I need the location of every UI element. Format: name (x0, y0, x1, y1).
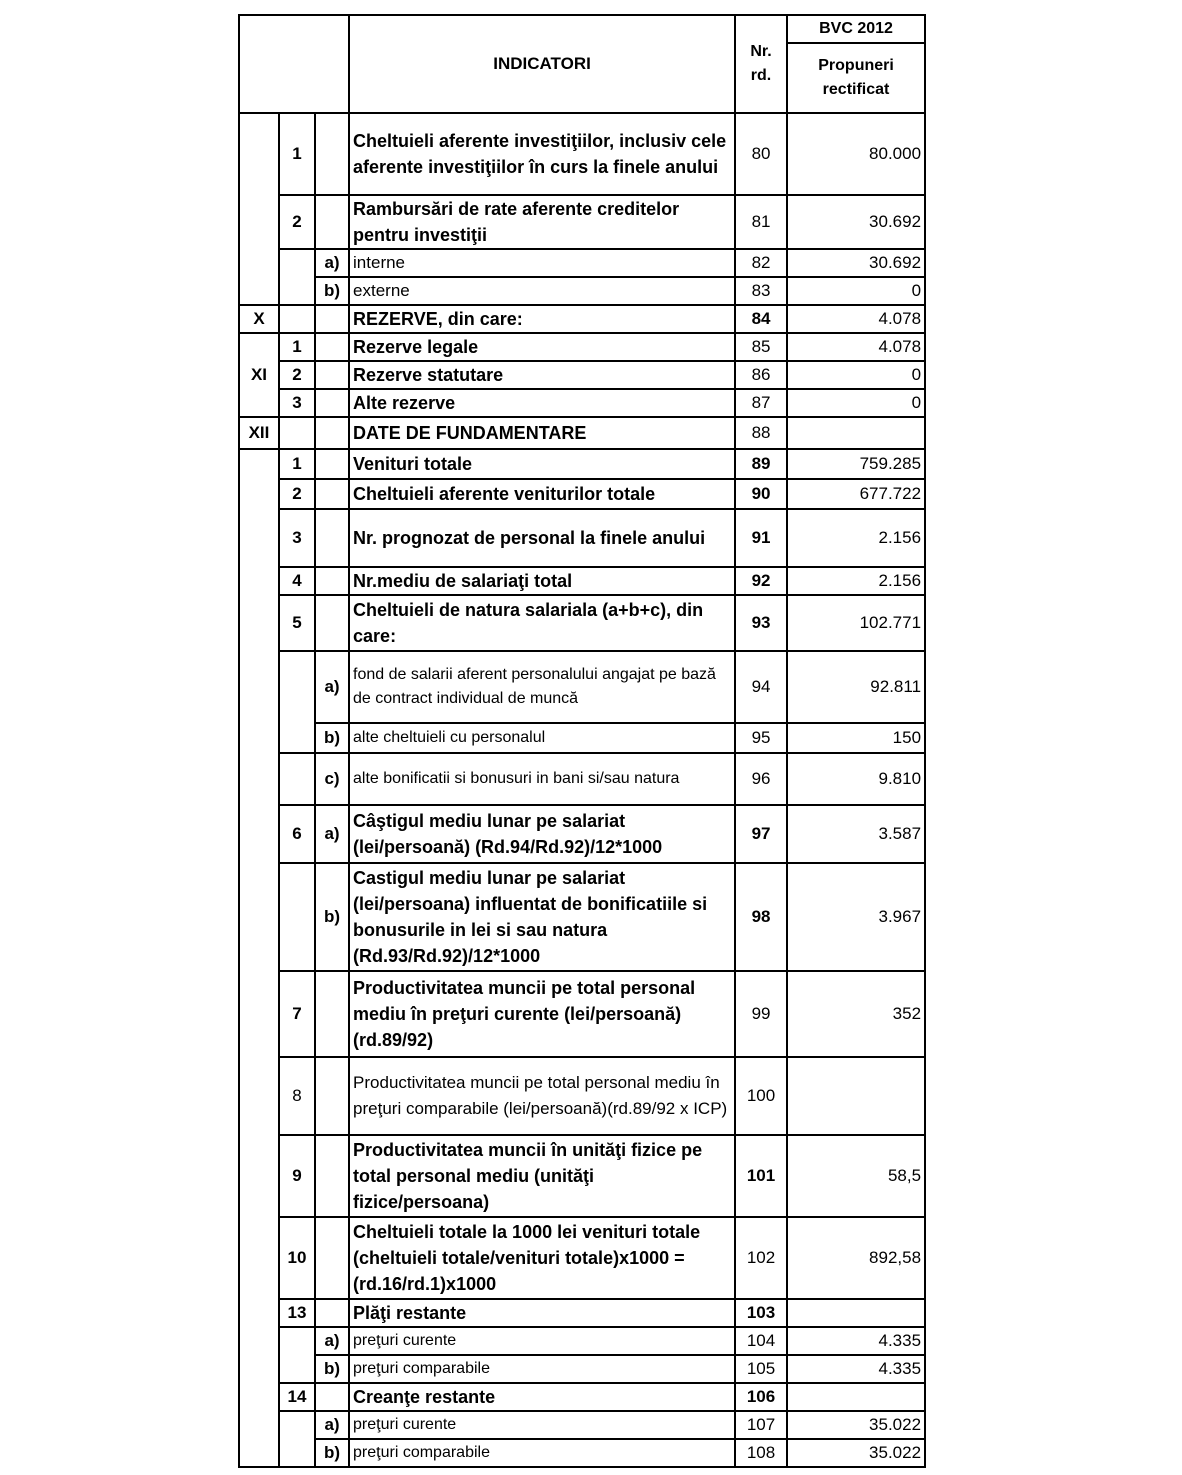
row-number (279, 753, 315, 805)
row-indicator: Nr. prognozat de personal la finele anului (349, 509, 735, 567)
row-nr: 101 (735, 1135, 787, 1217)
row-number: 9 (279, 1135, 315, 1217)
row-letter (315, 113, 349, 195)
header-nr-rd: Nr. rd. (735, 15, 787, 113)
header-bvc-year: BVC 2012 (787, 15, 925, 43)
row-section-cell (239, 113, 279, 305)
row-nr: 94 (735, 651, 787, 723)
row-section-cell: XII (239, 417, 279, 449)
row-letter: a) (315, 805, 349, 863)
table-row (239, 1217, 925, 1299)
row-value: 3.967 (787, 863, 925, 971)
row-value: 892,58 (787, 1217, 925, 1299)
row-number: 1 (279, 449, 315, 479)
row-section-cell: XI (239, 333, 279, 417)
row-letter (315, 567, 349, 595)
row-value: 102.771 (787, 595, 925, 651)
row-value (787, 1383, 925, 1411)
row-indicator: preţuri comparabile (349, 1439, 735, 1467)
row-value: 9.810 (787, 753, 925, 805)
row-nr: 90 (735, 479, 787, 509)
row-nr: 104 (735, 1327, 787, 1355)
row-value: 2.156 (787, 509, 925, 567)
row-number: 3 (279, 509, 315, 567)
row-value: 4.078 (787, 333, 925, 361)
row-indicator: preţuri curente (349, 1411, 735, 1439)
row-nr: 95 (735, 723, 787, 753)
row-nr: 91 (735, 509, 787, 567)
row-letter (315, 1135, 349, 1217)
table-row (239, 1383, 925, 1411)
row-value: 92.811 (787, 651, 925, 723)
row-nr: 107 (735, 1411, 787, 1439)
row-value (787, 1057, 925, 1135)
table-row (239, 1057, 925, 1135)
row-indicator: Câştigul mediu lunar pe salariat (lei/persoană) (Rd.94/Rd.92)/12*1000 (349, 805, 735, 863)
row-indicator: Nr.mediu de salariaţi total (349, 567, 735, 595)
row-indicator: Venituri totale (349, 449, 735, 479)
row-letter: a) (315, 1327, 349, 1355)
row-indicator: preţuri comparabile (349, 1355, 735, 1383)
row-indicator: Cheltuieli aferente investiţiilor, inclusiv cele aferente investiţiilor în curs la finele anului (349, 113, 735, 195)
row-letter: b) (315, 863, 349, 971)
row-number: 7 (279, 971, 315, 1057)
table-row (239, 1439, 925, 1467)
row-letter: c) (315, 753, 349, 805)
row-nr: 100 (735, 1057, 787, 1135)
row-letter (315, 479, 349, 509)
row-indicator: Rambursări de rate aferente creditelor pentru investiţii (349, 195, 735, 249)
table-row (239, 1299, 925, 1327)
row-letter: b) (315, 277, 349, 305)
row-letter (315, 361, 349, 389)
row-nr: 89 (735, 449, 787, 479)
row-letter: a) (315, 1411, 349, 1439)
row-value: 30.692 (787, 195, 925, 249)
table-row (239, 417, 925, 449)
row-value: 80.000 (787, 113, 925, 195)
row-nr: 102 (735, 1217, 787, 1299)
table-row (239, 753, 925, 805)
row-letter: a) (315, 651, 349, 723)
row-indicator: Cheltuieli de natura salariala (a+b+c), din care: (349, 595, 735, 651)
row-indicator: Productivitatea muncii pe total personal mediu în preţuri comparabile (lei/persoană)(rd.89/92 x ICP) (349, 1057, 735, 1135)
table-row (239, 651, 925, 723)
row-indicator: Cheltuieli totale la 1000 lei venituri totale (cheltuieli totale/venituri totale)x1000 =(rd.16/rd.1)x1000 (349, 1217, 735, 1299)
row-value: 58,5 (787, 1135, 925, 1217)
row-value: 4.078 (787, 305, 925, 333)
row-letter: b) (315, 723, 349, 753)
row-nr: 96 (735, 753, 787, 805)
table-row (239, 805, 925, 863)
row-nr: 88 (735, 417, 787, 449)
row-nr: 86 (735, 361, 787, 389)
table-row (239, 195, 925, 249)
row-letter (315, 417, 349, 449)
row-number (279, 863, 315, 971)
row-number (279, 305, 315, 333)
row-nr: 103 (735, 1299, 787, 1327)
row-nr: 92 (735, 567, 787, 595)
header-indicatori: INDICATORI (349, 15, 735, 113)
row-indicator: Productivitatea muncii pe total personal mediu în preţuri curente (lei/persoană)(rd.89/92) (349, 971, 735, 1057)
row-indicator: Plăţi restante (349, 1299, 735, 1327)
row-indicator: alte bonificatii si bonusuri in bani si/sau natura (349, 753, 735, 805)
row-value: 3.587 (787, 805, 925, 863)
row-indicator: Alte rezerve (349, 389, 735, 417)
row-value (787, 1299, 925, 1327)
row-number: 1 (279, 333, 315, 361)
table-row (239, 1355, 925, 1383)
row-letter (315, 595, 349, 651)
row-number: 4 (279, 567, 315, 595)
row-indicator: Castigul mediu lunar pe salariat (lei/persoana) influentat de bonificatiile si bonusurile in lei si sau natura (Rd.93/Rd.92)/12*1000 (349, 863, 735, 971)
row-letter (315, 1217, 349, 1299)
row-nr: 83 (735, 277, 787, 305)
row-number: 13 (279, 1299, 315, 1327)
table-row (239, 333, 925, 361)
row-letter (315, 971, 349, 1057)
row-nr: 99 (735, 971, 787, 1057)
row-nr: 82 (735, 249, 787, 277)
table-row (239, 971, 925, 1057)
row-value: 0 (787, 389, 925, 417)
row-indicator: DATE DE FUNDAMENTARE (349, 417, 735, 449)
row-value: 150 (787, 723, 925, 753)
row-letter (315, 195, 349, 249)
row-nr: 81 (735, 195, 787, 249)
row-letter: b) (315, 1355, 349, 1383)
row-indicator: externe (349, 277, 735, 305)
table-row (239, 1135, 925, 1217)
row-number: 5 (279, 595, 315, 651)
row-number: 1 (279, 113, 315, 195)
table-row (239, 113, 925, 195)
row-letter (315, 1057, 349, 1135)
row-nr: 93 (735, 595, 787, 651)
row-value: 759.285 (787, 449, 925, 479)
table-row (239, 567, 925, 595)
row-number: 2 (279, 361, 315, 389)
row-number: 6 (279, 805, 315, 863)
table-row (239, 277, 925, 305)
row-number: 10 (279, 1217, 315, 1299)
row-nr: 84 (735, 305, 787, 333)
row-letter: a) (315, 249, 349, 277)
row-letter (315, 389, 349, 417)
table-row (239, 389, 925, 417)
table-row (239, 723, 925, 753)
table-row (239, 449, 925, 479)
row-value: 0 (787, 361, 925, 389)
row-number: 2 (279, 195, 315, 249)
row-value: 4.335 (787, 1327, 925, 1355)
row-number (279, 1411, 315, 1467)
row-number (279, 417, 315, 449)
header-propuneri: Propuneri rectificat (787, 43, 925, 113)
row-indicator: fond de salarii aferent personalului angajat pe bază de contract individual de muncă (349, 651, 735, 723)
table-row (239, 249, 925, 277)
row-indicator: alte cheltuieli cu personalul (349, 723, 735, 753)
row-value: 352 (787, 971, 925, 1057)
row-letter (315, 1383, 349, 1411)
row-letter (315, 509, 349, 567)
row-indicator: Rezerve legale (349, 333, 735, 361)
row-number: 8 (279, 1057, 315, 1135)
row-indicator: Productivitatea muncii în unităţi fizice pe total personal mediu (unităţi fizice/persoana) (349, 1135, 735, 1217)
row-nr: 98 (735, 863, 787, 971)
row-indicator: Rezerve statutare (349, 361, 735, 389)
row-value (787, 417, 925, 449)
row-nr: 80 (735, 113, 787, 195)
row-nr: 85 (735, 333, 787, 361)
table-row (239, 1327, 925, 1355)
row-value: 0 (787, 277, 925, 305)
row-letter (315, 305, 349, 333)
row-nr: 106 (735, 1383, 787, 1411)
row-number: 14 (279, 1383, 315, 1411)
row-nr: 105 (735, 1355, 787, 1383)
table-row (239, 595, 925, 651)
bvc-indicator-table (238, 14, 926, 1468)
row-nr: 87 (735, 389, 787, 417)
table-row (239, 509, 925, 567)
row-letter (315, 1299, 349, 1327)
table-row (239, 361, 925, 389)
row-number (279, 249, 315, 305)
row-value: 30.692 (787, 249, 925, 277)
row-letter (315, 333, 349, 361)
row-value: 2.156 (787, 567, 925, 595)
row-value: 677.722 (787, 479, 925, 509)
row-number: 3 (279, 389, 315, 417)
table-row (239, 305, 925, 333)
row-section-cell: X (239, 305, 279, 333)
table-row (239, 1411, 925, 1439)
row-indicator: preţuri curente (349, 1327, 735, 1355)
header-blank-cell (239, 15, 349, 113)
table-row (239, 863, 925, 971)
row-number (279, 1327, 315, 1383)
row-nr: 97 (735, 805, 787, 863)
row-indicator: interne (349, 249, 735, 277)
row-indicator: Cheltuieli aferente veniturilor totale (349, 479, 735, 509)
row-indicator: Creanţe restante (349, 1383, 735, 1411)
row-value: 35.022 (787, 1411, 925, 1439)
table-row (239, 479, 925, 509)
row-value: 35.022 (787, 1439, 925, 1467)
row-letter (315, 449, 349, 479)
row-nr: 108 (735, 1439, 787, 1467)
row-indicator: REZERVE, din care: (349, 305, 735, 333)
row-number: 2 (279, 479, 315, 509)
row-section-cell (239, 449, 279, 1467)
row-letter: b) (315, 1439, 349, 1467)
row-number (279, 651, 315, 753)
row-value: 4.335 (787, 1355, 925, 1383)
